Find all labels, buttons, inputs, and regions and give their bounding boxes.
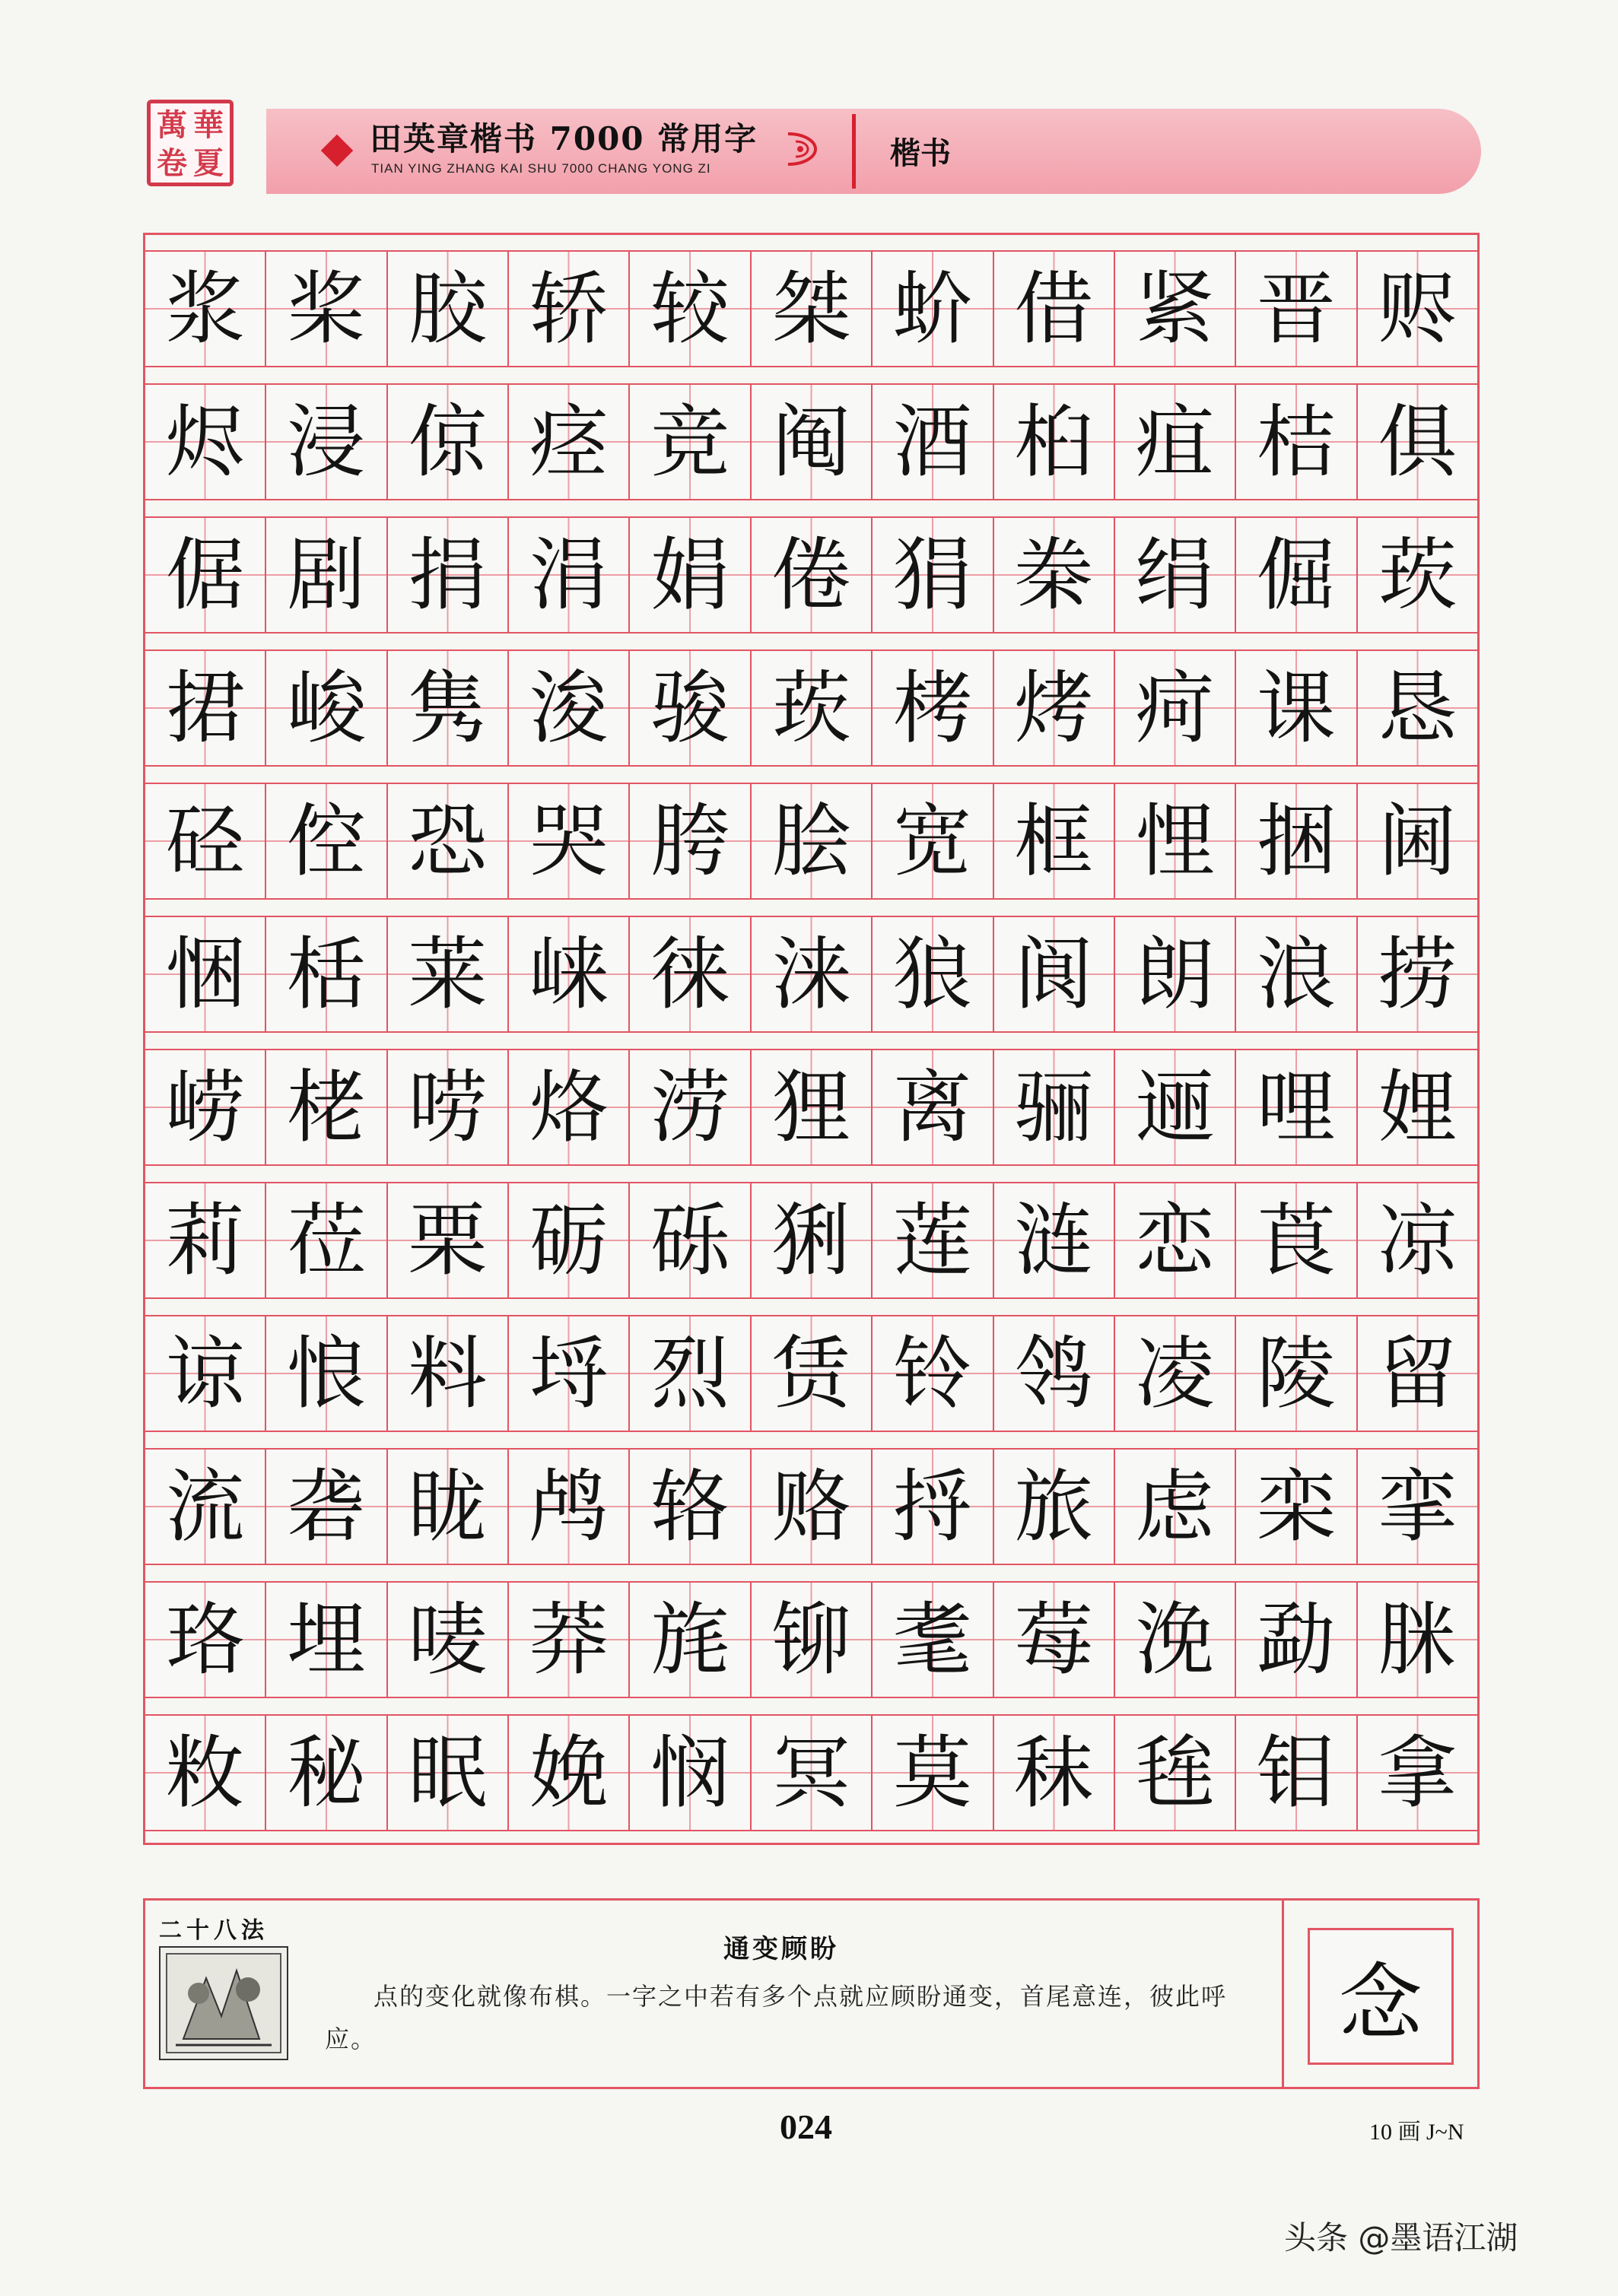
practice-character: 陵 bbox=[1256, 1327, 1336, 1420]
practice-character: 砾 bbox=[650, 1194, 730, 1287]
grid-cell bbox=[509, 1050, 630, 1164]
grid-cell bbox=[630, 385, 751, 499]
practice-character: 凉 bbox=[1378, 1194, 1457, 1287]
grid-cell bbox=[145, 385, 266, 499]
practice-character: 轿 bbox=[529, 262, 609, 355]
grid-cell bbox=[266, 1450, 387, 1564]
grid-cell bbox=[509, 1316, 630, 1431]
grid-cell bbox=[1358, 1450, 1477, 1564]
method-heading: 二十八法 bbox=[159, 1917, 269, 1944]
practice-character: 涟 bbox=[1014, 1194, 1094, 1287]
grid-cell bbox=[1115, 1716, 1236, 1830]
practice-character: 莲 bbox=[892, 1194, 972, 1287]
practice-character: 娌 bbox=[1378, 1061, 1457, 1154]
grid-cell bbox=[1236, 1316, 1357, 1431]
grid-cell bbox=[509, 1183, 630, 1297]
grid-row bbox=[145, 916, 1477, 1033]
grid-cell bbox=[873, 917, 993, 1031]
grid-cell bbox=[388, 385, 509, 499]
practice-character: 涝 bbox=[650, 1061, 730, 1154]
grid-cell bbox=[388, 1183, 509, 1297]
practice-character: 紧 bbox=[1135, 262, 1215, 355]
practice-character: 倦 bbox=[771, 529, 851, 621]
grid-cell bbox=[1236, 784, 1357, 898]
grid-cell bbox=[630, 1316, 751, 1431]
practice-character: 挛 bbox=[1378, 1460, 1457, 1553]
practice-character: 赁 bbox=[771, 1327, 851, 1420]
grid-cell bbox=[266, 1316, 387, 1431]
practice-character: 唛 bbox=[408, 1593, 488, 1686]
seal-char: 華 bbox=[193, 107, 224, 143]
practice-character: 疴 bbox=[1135, 662, 1215, 754]
practice-character: 辂 bbox=[650, 1460, 730, 1553]
practice-character: 猁 bbox=[771, 1194, 851, 1287]
practice-character: 徕 bbox=[650, 928, 730, 1021]
practice-character: 烤 bbox=[1014, 662, 1094, 754]
sample-character-frame bbox=[1308, 1928, 1454, 2065]
grid-cell bbox=[1115, 917, 1236, 1031]
grid-cell bbox=[266, 518, 387, 632]
grid-cell bbox=[509, 1583, 630, 1697]
practice-character: 桊 bbox=[1014, 529, 1094, 621]
method-title: 通变顾盼 bbox=[723, 1934, 839, 1964]
practice-character: 铃 bbox=[892, 1327, 972, 1420]
practice-character: 捆 bbox=[1256, 795, 1336, 888]
practice-character: 莰 bbox=[1378, 529, 1457, 621]
practice-character: 骏 bbox=[650, 662, 730, 754]
practice-character: 涞 bbox=[771, 928, 851, 1021]
practice-character: 浸 bbox=[287, 395, 367, 488]
practice-character: 倥 bbox=[287, 795, 367, 888]
practice-character: 胯 bbox=[650, 795, 730, 888]
grid-cell bbox=[266, 917, 387, 1031]
practice-character: 鸰 bbox=[1014, 1327, 1094, 1420]
grid-cell bbox=[1236, 518, 1357, 632]
grid-cell bbox=[145, 1583, 266, 1697]
grid-cell bbox=[994, 385, 1115, 499]
practice-character: 哩 bbox=[1256, 1061, 1336, 1154]
practice-character: 秣 bbox=[1014, 1726, 1094, 1819]
practice-character: 框 bbox=[1014, 795, 1094, 888]
grid-cell bbox=[388, 1316, 509, 1431]
practice-character: 鸬 bbox=[529, 1460, 609, 1553]
source-watermark: 头条 @墨语江湖 bbox=[1284, 2219, 1518, 2256]
grid-cell bbox=[509, 917, 630, 1031]
grid-cell bbox=[1358, 385, 1477, 499]
practice-character: 埋 bbox=[287, 1593, 367, 1686]
practice-character: 恳 bbox=[1378, 662, 1457, 754]
practice-character: 浼 bbox=[1135, 1593, 1215, 1686]
practice-character: 俱 bbox=[1378, 395, 1457, 488]
grid-cell bbox=[388, 917, 509, 1031]
grid-cell bbox=[630, 518, 751, 632]
practice-character: 浪 bbox=[1256, 928, 1336, 1021]
practice-character: 浚 bbox=[529, 662, 609, 754]
grid-cell bbox=[994, 1183, 1115, 1297]
grid-row bbox=[145, 1049, 1477, 1166]
practice-character: 宽 bbox=[892, 795, 972, 888]
grid-cell bbox=[145, 518, 266, 632]
grid-cell bbox=[266, 1716, 387, 1830]
practice-character: 毪 bbox=[1135, 1726, 1215, 1819]
practice-character: 脍 bbox=[771, 795, 851, 888]
grid-cell bbox=[145, 784, 266, 898]
grid-row bbox=[145, 383, 1477, 500]
grid-cell bbox=[1115, 1050, 1236, 1164]
method-illustration-image bbox=[159, 1946, 288, 2060]
practice-character: 离 bbox=[892, 1061, 972, 1154]
grid-row bbox=[145, 250, 1477, 367]
practice-character: 晋 bbox=[1256, 262, 1336, 355]
grid-cell bbox=[873, 784, 993, 898]
practice-character: 桕 bbox=[1014, 395, 1094, 488]
practice-character: 栗 bbox=[408, 1194, 488, 1287]
grid-cell bbox=[630, 1716, 751, 1830]
grid-cell bbox=[994, 1583, 1115, 1697]
grid-cell bbox=[873, 1450, 993, 1564]
practice-character: 烈 bbox=[650, 1327, 730, 1420]
grid-cell bbox=[752, 1183, 873, 1297]
grid-row bbox=[145, 649, 1477, 767]
book-title: 田英章楷书 7000 常用字 bbox=[370, 120, 758, 157]
practice-character: 莱 bbox=[408, 928, 488, 1021]
grid-cell bbox=[1115, 1450, 1236, 1564]
practice-character: 钼 bbox=[1256, 1726, 1336, 1819]
grid-row bbox=[145, 516, 1477, 634]
stroke-range-label: 10 画 J~N bbox=[1369, 2120, 1464, 2145]
grid-cell bbox=[630, 784, 751, 898]
grid-cell bbox=[1358, 518, 1477, 632]
practice-character: 凌 bbox=[1135, 1327, 1215, 1420]
practice-character: 莰 bbox=[771, 662, 851, 754]
practice-character: 崃 bbox=[529, 928, 609, 1021]
grid-cell bbox=[1236, 385, 1357, 499]
grid-cell bbox=[388, 518, 509, 632]
practice-character: 蚧 bbox=[892, 262, 972, 355]
practice-character: 阄 bbox=[771, 395, 851, 488]
script-style-label: 楷书 bbox=[890, 135, 951, 171]
practice-character: 眬 bbox=[408, 1460, 488, 1553]
grid-cell bbox=[752, 917, 873, 1031]
grid-cell bbox=[1358, 1183, 1477, 1297]
grid-cell bbox=[266, 1050, 387, 1164]
grid-cell bbox=[1115, 252, 1236, 366]
grid-cell bbox=[873, 1183, 993, 1297]
grid-cell bbox=[509, 385, 630, 499]
grid-cell bbox=[630, 1050, 751, 1164]
grid-cell bbox=[994, 1316, 1115, 1431]
practice-character: 流 bbox=[165, 1460, 245, 1553]
grid-cell bbox=[752, 518, 873, 632]
practice-character: 捋 bbox=[892, 1460, 972, 1553]
practice-character: 狸 bbox=[771, 1061, 851, 1154]
practice-character: 虑 bbox=[1135, 1460, 1215, 1553]
grid-cell bbox=[388, 1050, 509, 1164]
practice-character: 骊 bbox=[1014, 1061, 1094, 1154]
grid-cell bbox=[630, 1450, 751, 1564]
practice-character: 莫 bbox=[892, 1726, 972, 1819]
grid-cell bbox=[266, 1583, 387, 1697]
grid-cell bbox=[145, 1450, 266, 1564]
practice-character: 娟 bbox=[650, 529, 730, 621]
grid-cell bbox=[145, 252, 266, 366]
practice-character: 倞 bbox=[408, 395, 488, 488]
practice-character: 捐 bbox=[408, 529, 488, 621]
grid-cell bbox=[145, 651, 266, 765]
practice-character: 拿 bbox=[1378, 1726, 1457, 1819]
grid-cell bbox=[994, 252, 1115, 366]
grid-cell bbox=[630, 252, 751, 366]
practice-character: 悢 bbox=[287, 1327, 367, 1420]
grid-cell bbox=[994, 1450, 1115, 1564]
grid-cell bbox=[145, 1050, 266, 1164]
grid-cell bbox=[509, 1450, 630, 1564]
practice-character: 料 bbox=[408, 1327, 488, 1420]
grid-cell bbox=[994, 651, 1115, 765]
practice-character: 逦 bbox=[1135, 1061, 1215, 1154]
grid-cell bbox=[1236, 252, 1357, 366]
grid-cell bbox=[1236, 917, 1357, 1031]
grid-cell bbox=[145, 917, 266, 1031]
grid-cell bbox=[1236, 1716, 1357, 1830]
practice-character: 悃 bbox=[165, 928, 245, 1021]
grid-cell bbox=[994, 1716, 1115, 1830]
practice-character: 唠 bbox=[408, 1061, 488, 1154]
grid-cell bbox=[752, 385, 873, 499]
practice-character: 浆 bbox=[165, 262, 245, 355]
practice-character: 烙 bbox=[529, 1061, 609, 1154]
grid-cell bbox=[1236, 1450, 1357, 1564]
practice-character: 娩 bbox=[529, 1726, 609, 1819]
practice-character: 痉 bbox=[529, 395, 609, 488]
seal-char: 夏 bbox=[193, 145, 224, 181]
practice-character: 埒 bbox=[529, 1327, 609, 1420]
practice-character: 课 bbox=[1256, 662, 1336, 754]
sample-character: 念 bbox=[1339, 1955, 1423, 2052]
practice-character: 哭 bbox=[529, 795, 609, 888]
grid-cell bbox=[1236, 1583, 1357, 1697]
grid-cell bbox=[994, 784, 1115, 898]
grid-cell bbox=[1115, 1316, 1236, 1431]
grid-cell bbox=[509, 252, 630, 366]
grid-cell bbox=[1115, 784, 1236, 898]
grid-cell bbox=[1358, 1583, 1477, 1697]
practice-character: 隽 bbox=[408, 662, 488, 754]
grid-cell bbox=[509, 651, 630, 765]
grid-cell bbox=[873, 1050, 993, 1164]
grid-cell bbox=[509, 518, 630, 632]
practice-character: 悯 bbox=[650, 1726, 730, 1819]
grid-cell bbox=[994, 1050, 1115, 1164]
grid-cell bbox=[388, 651, 509, 765]
practice-character: 崂 bbox=[165, 1061, 245, 1154]
practice-character: 悝 bbox=[1135, 795, 1215, 888]
grid-cell bbox=[509, 784, 630, 898]
grid-cell bbox=[266, 385, 387, 499]
practice-character: 较 bbox=[650, 262, 730, 355]
seal-char: 萬 bbox=[157, 107, 187, 143]
grid-cell bbox=[873, 1316, 993, 1431]
practice-character: 捃 bbox=[165, 662, 245, 754]
practice-character: 狼 bbox=[892, 928, 972, 1021]
practice-character: 莉 bbox=[165, 1194, 245, 1287]
practice-character: 倔 bbox=[1256, 529, 1336, 621]
grid-cell bbox=[388, 1450, 509, 1564]
practice-character: 朗 bbox=[1135, 928, 1215, 1021]
grid-cell bbox=[388, 1716, 509, 1830]
grid-cell bbox=[145, 1716, 266, 1830]
practice-character: 阆 bbox=[1014, 928, 1094, 1021]
cloud-ornament-icon bbox=[782, 119, 825, 179]
grid-cell bbox=[873, 518, 993, 632]
grid-cell bbox=[1358, 917, 1477, 1031]
practice-character: 脒 bbox=[1378, 1593, 1457, 1686]
practice-character: 莨 bbox=[1256, 1194, 1336, 1287]
grid-cell bbox=[388, 784, 509, 898]
grid-cell bbox=[1115, 385, 1236, 499]
practice-character: 莓 bbox=[1014, 1593, 1094, 1686]
practice-character: 酒 bbox=[892, 395, 972, 488]
grid-cell bbox=[630, 917, 751, 1031]
grid-row bbox=[145, 1315, 1477, 1432]
grid-cell bbox=[1358, 784, 1477, 898]
practice-character: 烬 bbox=[165, 395, 245, 488]
practice-character: 疽 bbox=[1135, 395, 1215, 488]
practice-character: 旄 bbox=[650, 1593, 730, 1686]
grid-cell bbox=[1115, 651, 1236, 765]
practice-character: 耄 bbox=[892, 1593, 972, 1686]
grid-cell bbox=[873, 385, 993, 499]
grid-cell bbox=[752, 1450, 873, 1564]
grid-cell bbox=[1358, 1050, 1477, 1164]
grid-row bbox=[145, 783, 1477, 900]
practice-character: 栝 bbox=[287, 928, 367, 1021]
grid-cell bbox=[145, 1183, 266, 1297]
practice-character: 涓 bbox=[529, 529, 609, 621]
grid-row bbox=[145, 1714, 1477, 1831]
practice-character: 砻 bbox=[287, 1460, 367, 1553]
practice-character: 敉 bbox=[165, 1726, 245, 1819]
grid-cell bbox=[630, 651, 751, 765]
grid-cell bbox=[1236, 651, 1357, 765]
practice-character: 胶 bbox=[408, 262, 488, 355]
grid-cell bbox=[752, 784, 873, 898]
method-info-box bbox=[143, 1898, 1480, 2089]
grid-cell bbox=[1236, 1183, 1357, 1297]
practice-character: 眠 bbox=[408, 1726, 488, 1819]
practice-character: 桀 bbox=[771, 262, 851, 355]
grid-cell bbox=[994, 917, 1115, 1031]
practice-character: 珞 bbox=[165, 1593, 245, 1686]
practice-character: 栳 bbox=[287, 1061, 367, 1154]
practice-character: 旅 bbox=[1014, 1460, 1094, 1553]
practice-character: 狷 bbox=[892, 529, 972, 621]
grid-cell bbox=[1358, 1316, 1477, 1431]
grid-cell bbox=[873, 1583, 993, 1697]
grid-cell bbox=[630, 1583, 751, 1697]
grid-cell bbox=[752, 1716, 873, 1830]
grid-cell bbox=[266, 252, 387, 366]
practice-character: 冥 bbox=[771, 1726, 851, 1819]
practice-character: 莅 bbox=[287, 1194, 367, 1287]
grid-cell bbox=[388, 252, 509, 366]
practice-character: 剧 bbox=[287, 529, 367, 621]
grid-cell bbox=[145, 1316, 266, 1431]
practice-character: 峻 bbox=[287, 662, 367, 754]
practice-character: 砺 bbox=[529, 1194, 609, 1287]
character-practice-grid bbox=[143, 233, 1480, 1845]
grid-cell bbox=[509, 1716, 630, 1830]
page-number: 024 bbox=[780, 2107, 832, 2146]
grid-cell bbox=[994, 518, 1115, 632]
seal-char: 卷 bbox=[157, 145, 187, 181]
practice-character: 谅 bbox=[165, 1327, 245, 1420]
practice-character: 倨 bbox=[165, 529, 245, 621]
practice-character: 莽 bbox=[529, 1593, 609, 1686]
practice-character: 铆 bbox=[771, 1593, 851, 1686]
practice-character: 栾 bbox=[1256, 1460, 1336, 1553]
grid-cell bbox=[1115, 1583, 1236, 1697]
grid-row bbox=[145, 1581, 1477, 1698]
grid-cell bbox=[1115, 518, 1236, 632]
practice-character: 绢 bbox=[1135, 529, 1215, 621]
method-description: 点的变化就像布棋。一字之中若有多个点就应顾盼通变，首尾意连，彼此呼应。 bbox=[325, 1982, 1228, 2053]
practice-character: 恋 bbox=[1135, 1194, 1215, 1287]
practice-character: 赂 bbox=[771, 1460, 851, 1553]
grid-cell bbox=[1115, 1183, 1236, 1297]
grid-cell bbox=[266, 651, 387, 765]
grid-cell bbox=[388, 1583, 509, 1697]
practice-character: 阃 bbox=[1378, 795, 1457, 888]
practice-character: 桨 bbox=[287, 262, 367, 355]
grid-cell bbox=[873, 1716, 993, 1830]
practice-character: 恐 bbox=[408, 795, 488, 888]
practice-character: 竞 bbox=[650, 395, 730, 488]
practice-character: 硁 bbox=[165, 795, 245, 888]
grid-cell bbox=[1358, 1716, 1477, 1830]
grid-cell bbox=[752, 651, 873, 765]
banner-divider bbox=[852, 114, 856, 189]
book-title-pinyin: TIAN YING ZHANG KAI SHU 7000 CHANG YONG ZI bbox=[371, 161, 711, 176]
practice-character: 留 bbox=[1378, 1327, 1457, 1420]
grid-row bbox=[145, 1448, 1477, 1565]
practice-character: 秘 bbox=[287, 1726, 367, 1819]
publisher-seal-logo bbox=[147, 100, 234, 186]
grid-cell bbox=[1358, 252, 1477, 366]
practice-character: 借 bbox=[1014, 262, 1094, 355]
grid-cell bbox=[1236, 1050, 1357, 1164]
practice-character: 捞 bbox=[1378, 928, 1457, 1021]
practice-character: 栲 bbox=[892, 662, 972, 754]
practice-character: 赆 bbox=[1378, 262, 1457, 355]
grid-cell bbox=[266, 1183, 387, 1297]
grid-cell bbox=[752, 252, 873, 366]
grid-cell bbox=[630, 1183, 751, 1297]
practice-character: 勐 bbox=[1256, 1593, 1336, 1686]
grid-cell bbox=[752, 1583, 873, 1697]
grid-cell bbox=[873, 651, 993, 765]
grid-row bbox=[145, 1182, 1477, 1299]
grid-cell bbox=[1358, 651, 1477, 765]
grid-cell bbox=[752, 1050, 873, 1164]
grid-cell bbox=[266, 784, 387, 898]
grid-cell bbox=[752, 1316, 873, 1431]
info-divider bbox=[1282, 1901, 1284, 2087]
practice-character: 桔 bbox=[1256, 395, 1336, 488]
grid-cell bbox=[873, 252, 993, 366]
